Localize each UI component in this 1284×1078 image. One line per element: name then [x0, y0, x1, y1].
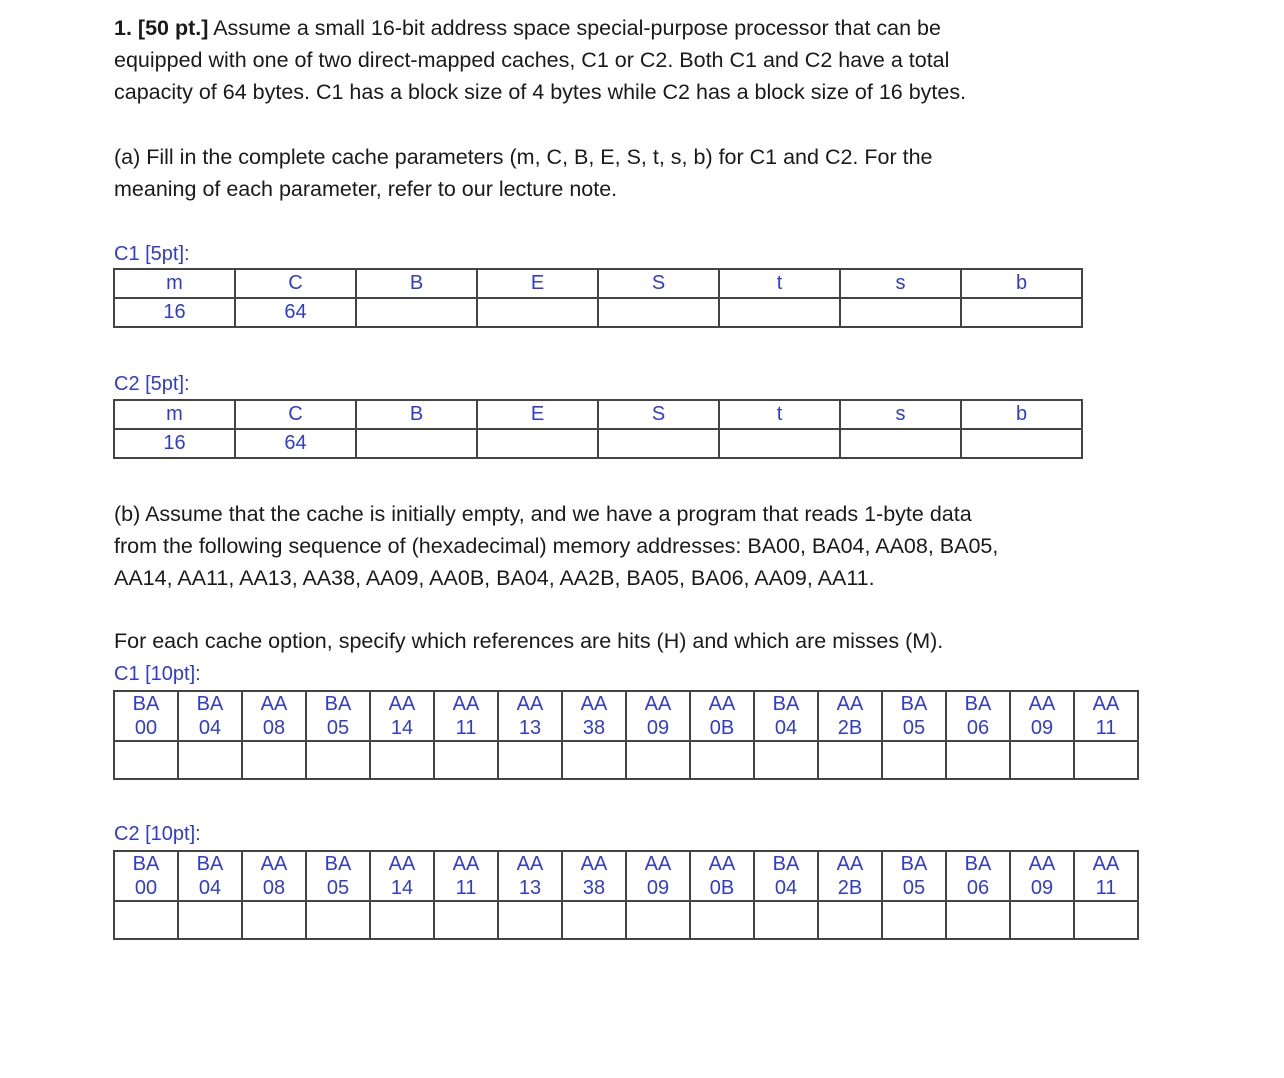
- param-value-m[interactable]: 16: [114, 298, 235, 327]
- address-cell: [1074, 851, 1138, 901]
- address-cell: [306, 851, 370, 901]
- address-high: BA: [900, 853, 928, 875]
- param-value-b[interactable]: [961, 429, 1082, 458]
- address-cell: [882, 691, 946, 741]
- hit-miss-cell[interactable]: [242, 901, 306, 939]
- address-low: 09: [1030, 877, 1054, 899]
- hit-miss-cell[interactable]: [498, 741, 562, 779]
- hit-miss-cell[interactable]: [434, 901, 498, 939]
- hit-miss-cell[interactable]: [434, 741, 498, 779]
- hit-miss-cell[interactable]: [754, 901, 818, 939]
- address-low: 09: [646, 717, 670, 739]
- address-low: 04: [198, 877, 222, 899]
- address-low: 11: [1095, 717, 1117, 739]
- address-high: BA: [964, 693, 992, 715]
- hit-miss-cell[interactable]: [882, 901, 946, 939]
- address-high: AA: [708, 693, 736, 715]
- param-header-C: C: [235, 269, 356, 298]
- address-cell: [114, 691, 178, 741]
- address-low: 0B: [709, 877, 735, 899]
- hit-miss-cell[interactable]: [690, 901, 754, 939]
- address-cell: [178, 691, 242, 741]
- address-low: 05: [902, 877, 926, 899]
- address-high: AA: [580, 693, 608, 715]
- address-low: 09: [1030, 717, 1054, 739]
- part-b-line-2: from the following sequence of (hexadecimal) memory addresses: BA00, BA04, AA08, BA05,: [114, 534, 999, 558]
- hit-miss-cell[interactable]: [1074, 901, 1138, 939]
- hit-miss-cell[interactable]: [818, 741, 882, 779]
- address-low: 38: [582, 717, 606, 739]
- address-high: AA: [708, 853, 736, 875]
- address-row: [114, 691, 1138, 741]
- address-high: AA: [388, 853, 416, 875]
- param-header-B: B: [356, 269, 477, 298]
- address-high: AA: [644, 693, 672, 715]
- address-low: 14: [390, 717, 414, 739]
- c1-refs-label: C1 [10pt]:: [114, 663, 201, 685]
- c2-refs-table: [113, 850, 1139, 940]
- param-value-B[interactable]: [356, 298, 477, 327]
- param-header-C: C: [235, 400, 356, 429]
- address-high: AA: [452, 853, 480, 875]
- param-header-s: s: [840, 269, 961, 298]
- address-cell: [626, 691, 690, 741]
- params-header-row: [114, 269, 1082, 298]
- hit-miss-cell[interactable]: [818, 901, 882, 939]
- part-b-line-1: (b) Assume that the cache is initially empty, and we have a program that reads 1-byte data: [114, 502, 972, 526]
- answer-row: [114, 741, 1138, 779]
- address-low: 00: [134, 717, 158, 739]
- address-high: AA: [836, 853, 864, 875]
- param-header-s: s: [840, 400, 961, 429]
- intro-line-1: 1. [50 pt.] Assume a small 16-bit address space special-purpose processor that can be: [114, 16, 941, 40]
- hit-miss-cell[interactable]: [114, 741, 178, 779]
- address-low: 08: [262, 717, 286, 739]
- address-low: 11: [455, 877, 477, 899]
- address-cell: [946, 691, 1010, 741]
- address-high: AA: [1092, 853, 1120, 875]
- address-high: BA: [324, 693, 352, 715]
- param-header-S: S: [598, 400, 719, 429]
- hit-miss-cell[interactable]: [1010, 741, 1074, 779]
- param-value-s[interactable]: [840, 429, 961, 458]
- param-value-m[interactable]: 16: [114, 429, 235, 458]
- address-cell: [242, 851, 306, 901]
- address-high: BA: [196, 693, 224, 715]
- address-cell: [626, 851, 690, 901]
- c2-refs-label: C2 [10pt]:: [114, 823, 201, 845]
- part-b-instruction: For each cache option, specify which references are hits (H) and which are misses (M).: [114, 629, 944, 653]
- address-cell: [242, 691, 306, 741]
- address-high: AA: [260, 853, 288, 875]
- address-low: 04: [774, 877, 798, 899]
- address-cell: [306, 691, 370, 741]
- address-cell: [114, 851, 178, 901]
- param-header-b: b: [961, 400, 1082, 429]
- param-value-B[interactable]: [356, 429, 477, 458]
- hit-miss-cell[interactable]: [946, 741, 1010, 779]
- part-a-line-2: meaning of each parameter, refer to our lecture note.: [114, 177, 618, 201]
- param-header-b: b: [961, 269, 1082, 298]
- hit-miss-cell[interactable]: [1010, 901, 1074, 939]
- address-cell: [562, 691, 626, 741]
- address-low: 11: [455, 717, 477, 739]
- address-high: AA: [260, 693, 288, 715]
- hit-miss-cell[interactable]: [562, 741, 626, 779]
- hit-miss-cell[interactable]: [626, 741, 690, 779]
- address-low: 06: [966, 877, 990, 899]
- address-low: 13: [518, 717, 542, 739]
- param-header-E: E: [477, 400, 598, 429]
- address-cell: [754, 851, 818, 901]
- hit-miss-cell[interactable]: [690, 741, 754, 779]
- address-high: BA: [772, 693, 800, 715]
- hit-miss-cell[interactable]: [370, 741, 434, 779]
- address-low: 2B: [837, 877, 863, 899]
- hit-miss-cell[interactable]: [946, 901, 1010, 939]
- address-low: 14: [390, 877, 414, 899]
- address-low: 08: [262, 877, 286, 899]
- address-cell: [434, 851, 498, 901]
- param-value-C[interactable]: 64: [235, 429, 356, 458]
- address-high: AA: [1028, 693, 1056, 715]
- param-header-m: m: [114, 400, 235, 429]
- hit-miss-cell[interactable]: [1074, 741, 1138, 779]
- param-header-S: S: [598, 269, 719, 298]
- problem-intro: [114, 12, 1174, 108]
- part-b-text: [114, 498, 1174, 594]
- hit-miss-cell[interactable]: [178, 741, 242, 779]
- address-high: AA: [836, 693, 864, 715]
- hit-miss-cell[interactable]: [114, 901, 178, 939]
- address-cell: [178, 851, 242, 901]
- param-header-t: t: [719, 400, 840, 429]
- hit-miss-cell[interactable]: [498, 901, 562, 939]
- c1-params-label: C1 [5pt]:: [114, 243, 190, 265]
- address-high: BA: [132, 853, 160, 875]
- address-low: 04: [774, 717, 798, 739]
- address-high: AA: [452, 693, 480, 715]
- part-a-line-1: (a) Fill in the complete cache parameters (m, C, B, E, S, t, s, b) for C1 and C2. For the: [114, 145, 933, 169]
- address-low: 05: [326, 717, 350, 739]
- address-cell: [370, 691, 434, 741]
- address-low: 0B: [709, 717, 735, 739]
- address-high: AA: [388, 693, 416, 715]
- address-cell: [946, 851, 1010, 901]
- address-cell: [1010, 851, 1074, 901]
- param-value-s[interactable]: [840, 298, 961, 327]
- hit-miss-cell[interactable]: [882, 741, 946, 779]
- param-value-C[interactable]: 64: [235, 298, 356, 327]
- c1-params-table: [113, 268, 1083, 328]
- address-cell: [434, 691, 498, 741]
- address-cell: [1074, 691, 1138, 741]
- address-low: 00: [134, 877, 158, 899]
- address-high: BA: [196, 853, 224, 875]
- c1-refs-table: [113, 690, 1139, 780]
- address-cell: [754, 691, 818, 741]
- address-low: 2B: [837, 717, 863, 739]
- param-value-b[interactable]: [961, 298, 1082, 327]
- answer-row: [114, 901, 1138, 939]
- address-low: 05: [902, 717, 926, 739]
- address-cell: [882, 851, 946, 901]
- address-low: 13: [518, 877, 542, 899]
- param-value-S[interactable]: [598, 429, 719, 458]
- problem-number: 1. [50 pt.]: [114, 16, 209, 40]
- hit-miss-cell[interactable]: [178, 901, 242, 939]
- address-cell: [690, 691, 754, 741]
- address-high: BA: [900, 693, 928, 715]
- c2-params-table: [113, 399, 1083, 459]
- address-low: 11: [1095, 877, 1117, 899]
- address-cell: [690, 851, 754, 901]
- c2-params-label: C2 [5pt]:: [114, 373, 190, 395]
- address-cell: [818, 691, 882, 741]
- address-low: 05: [326, 877, 350, 899]
- params-value-row: [114, 298, 1082, 327]
- hit-miss-cell[interactable]: [370, 901, 434, 939]
- param-value-t[interactable]: [719, 298, 840, 327]
- hit-miss-cell[interactable]: [754, 741, 818, 779]
- address-low: 04: [198, 717, 222, 739]
- address-cell: [498, 691, 562, 741]
- hit-miss-cell[interactable]: [306, 741, 370, 779]
- param-value-S[interactable]: [598, 298, 719, 327]
- address-low: 09: [646, 877, 670, 899]
- hit-miss-cell[interactable]: [562, 901, 626, 939]
- params-value-row: [114, 429, 1082, 458]
- address-high: AA: [1028, 853, 1056, 875]
- part-a-text: [114, 141, 1174, 205]
- address-cell: [818, 851, 882, 901]
- address-row: [114, 851, 1138, 901]
- address-high: AA: [516, 693, 544, 715]
- address-high: BA: [772, 853, 800, 875]
- part-b-line-3: AA14, AA11, AA13, AA38, AA09, AA0B, BA04, AA2B, BA05, BA06, AA09, AA11.: [114, 566, 875, 590]
- address-high: AA: [644, 853, 672, 875]
- address-high: BA: [964, 853, 992, 875]
- address-cell: [498, 851, 562, 901]
- param-value-E[interactable]: [477, 298, 598, 327]
- hit-miss-cell[interactable]: [242, 741, 306, 779]
- address-high: BA: [132, 693, 160, 715]
- address-high: AA: [1092, 693, 1120, 715]
- param-header-m: m: [114, 269, 235, 298]
- param-header-B: B: [356, 400, 477, 429]
- intro-line-3: capacity of 64 bytes. C1 has a block size of 4 bytes while C2 has a block size of 16 bytes.: [114, 80, 967, 104]
- address-cell: [1010, 691, 1074, 741]
- hit-miss-cell[interactable]: [626, 901, 690, 939]
- param-value-E[interactable]: [477, 429, 598, 458]
- address-cell: [370, 851, 434, 901]
- hit-miss-cell[interactable]: [306, 901, 370, 939]
- param-header-t: t: [719, 269, 840, 298]
- address-high: AA: [580, 853, 608, 875]
- address-cell: [562, 851, 626, 901]
- address-low: 06: [966, 717, 990, 739]
- address-low: 38: [582, 877, 606, 899]
- params-header-row: [114, 400, 1082, 429]
- address-high: BA: [324, 853, 352, 875]
- address-high: AA: [516, 853, 544, 875]
- param-value-t[interactable]: [719, 429, 840, 458]
- param-header-E: E: [477, 269, 598, 298]
- intro-line-2: equipped with one of two direct-mapped caches, C1 or C2. Both C1 and C2 have a total: [114, 48, 950, 72]
